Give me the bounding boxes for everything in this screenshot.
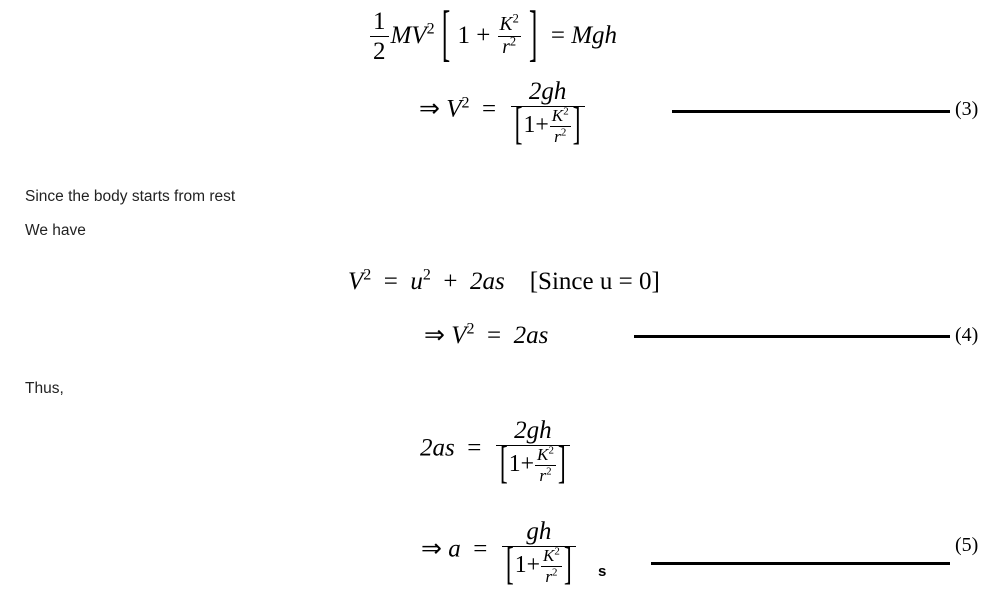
operator-plus: + — [443, 268, 458, 295]
bracket-close: ] — [563, 540, 572, 590]
fraction-denominator — [541, 566, 562, 587]
exponent-2: 2 — [509, 34, 517, 49]
fraction-numerator — [550, 107, 571, 126]
operator-equals: = — [383, 268, 398, 295]
fraction-denominator — [496, 439, 570, 489]
equation-kinematics — [348, 268, 660, 296]
bracket-close: ] — [557, 439, 566, 489]
equation-5-number: (5) — [955, 534, 979, 556]
term-2as: 2as — [513, 322, 549, 349]
equation-4 — [424, 320, 548, 350]
equation-5 — [421, 518, 578, 590]
operator-plus: + — [535, 112, 549, 139]
exponent-2: 2 — [548, 444, 554, 457]
operator-equals: = — [481, 95, 497, 123]
equation-substitute — [420, 417, 572, 489]
bracket-open: [ — [441, 0, 451, 69]
symbol-V: V — [411, 21, 427, 49]
text-we-have: We have — [25, 222, 86, 239]
operator-equals: = — [486, 322, 502, 349]
equation-3-number: (3) — [955, 98, 979, 120]
symbol-r: r — [502, 36, 510, 58]
bracket-open: [ — [499, 439, 508, 489]
exponent-2: 2 — [552, 566, 558, 579]
stray-s-mark: s — [598, 563, 607, 580]
equation-3 — [419, 78, 587, 150]
symbol-K: K — [543, 546, 555, 565]
note-since-u-zero: [Since u = 0] — [529, 268, 660, 295]
term-2as: 2as — [420, 434, 455, 462]
equation-4-number: (4) — [955, 324, 979, 346]
fraction-numerator — [498, 11, 521, 36]
symbol-a: a — [448, 535, 461, 563]
bracket-open: [ — [505, 540, 514, 590]
exponent-2: 2 — [560, 126, 567, 139]
symbol-V: V — [348, 268, 364, 295]
symbol-V: V — [451, 322, 467, 349]
symbol-K: K — [499, 14, 513, 36]
equation-energy — [368, 0, 618, 69]
operator-plus: + — [520, 451, 535, 478]
exponent-2: 2 — [512, 11, 519, 26]
term-one: 1 — [523, 112, 536, 139]
operator-implies: ⇒ — [419, 95, 440, 123]
operator-equals: = — [473, 535, 488, 563]
symbol-r: r — [539, 465, 547, 485]
symbol-u: u — [410, 268, 423, 295]
symbol-M: M — [390, 21, 412, 49]
fraction-k2-over-r2 — [541, 547, 562, 586]
term-one: 1 — [508, 451, 521, 478]
fraction-one-half — [370, 8, 389, 67]
term-Mgh: Mgh — [571, 21, 618, 49]
fraction-numerator — [541, 547, 562, 566]
bracket-close: ] — [572, 100, 581, 150]
text-since-rest: Since the body starts from rest — [25, 188, 236, 205]
symbol-K: K — [537, 445, 549, 464]
symbol-K: K — [551, 106, 564, 125]
fraction-numerator: 1 — [373, 8, 386, 35]
fraction-2gh-over-bracket — [511, 78, 585, 150]
operator-implies: ⇒ — [424, 322, 445, 349]
fraction-gh-over-bracket — [502, 518, 576, 590]
equation-3-rule — [672, 110, 950, 113]
exponent-2: 2 — [426, 20, 435, 38]
exponent-2: 2 — [563, 105, 569, 118]
text-thus: Thus, — [25, 380, 64, 397]
operator-equals: = — [467, 434, 482, 462]
fraction-denominator — [502, 540, 576, 590]
fraction-numerator: 2gh — [528, 78, 567, 105]
term-one: 1 — [457, 21, 470, 49]
bracket-open: [ — [514, 100, 523, 150]
exponent-2: 2 — [546, 465, 552, 478]
fraction-denominator — [511, 100, 585, 150]
fraction-numerator — [535, 446, 556, 465]
equation-4-rule — [634, 335, 950, 338]
fraction-denominator: 2 — [370, 36, 389, 67]
exponent-2: 2 — [422, 266, 431, 284]
fraction-k2-over-r2 — [535, 446, 556, 485]
term-2as: 2as — [470, 268, 505, 295]
fraction-2gh-over-bracket — [496, 417, 570, 489]
operator-implies: ⇒ — [421, 535, 442, 563]
fraction-k2-over-r2 — [498, 11, 521, 59]
fraction-denominator — [535, 465, 556, 486]
operator-plus: + — [476, 21, 491, 49]
symbol-V: V — [446, 95, 462, 123]
exponent-2: 2 — [461, 94, 470, 112]
term-one: 1 — [514, 552, 527, 579]
exponent-2: 2 — [466, 320, 475, 338]
exponent-2: 2 — [554, 545, 560, 558]
equation-5-rule — [651, 562, 950, 565]
operator-equals: = — [550, 21, 565, 49]
fraction-numerator: gh — [526, 518, 552, 545]
bracket-close: ] — [529, 0, 538, 69]
fraction-denominator — [498, 36, 521, 59]
fraction-numerator: 2gh — [514, 417, 552, 444]
exponent-2: 2 — [363, 266, 372, 284]
operator-plus: + — [526, 552, 541, 579]
symbol-r: r — [554, 126, 561, 146]
symbol-r: r — [545, 566, 553, 586]
fraction-k2-over-r2 — [550, 107, 571, 146]
fraction-denominator — [550, 126, 571, 147]
